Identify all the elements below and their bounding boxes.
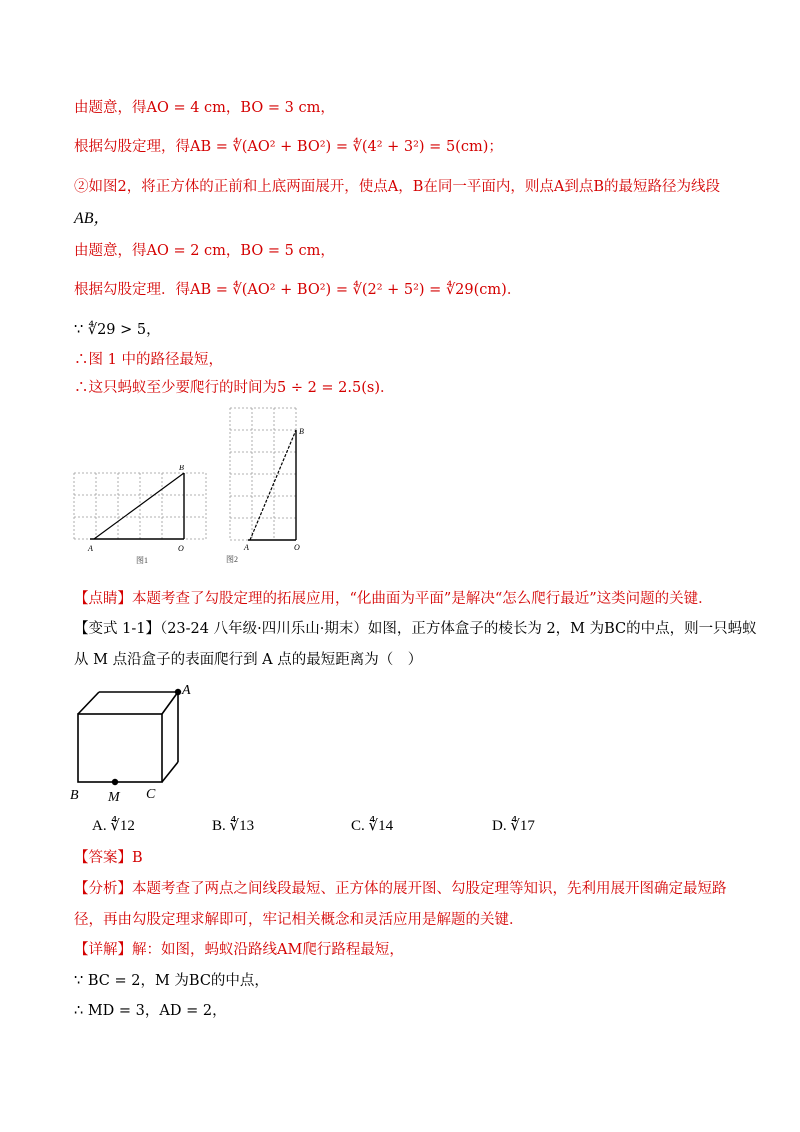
fig1-label-b: B [179,465,184,472]
choice-b[interactable]: B. ∜13 [212,818,255,834]
text-line-10: 【变式 1-1】（23-24 八年级·四川乐山·期末）如图，正方体盒子的棱长为 2，M 为BC的中点，则一只蚂蚁 [74,621,757,637]
text-line-1: 由题意，得AO = 4 cm，BO = 3 cm， [74,100,335,116]
text-line-17: ∴ MD = 3，AD = 2， [74,1003,227,1019]
fig2-path-ab [250,430,296,540]
text-line-7: ∴图 1 中的路径最短， [74,352,223,368]
fig1-label-a: A [88,544,93,553]
fig2-label-a: A [244,543,249,552]
cube-label-m: M [108,790,120,805]
cube-label-c: C [146,787,156,802]
fig1-caption: 图1 [136,556,148,565]
text-line-9: 【点睛】本题考查了勾股定理的拓展应用，“化曲面为平面”是解决“怎么爬行最近”这类问题的关键． [74,591,713,607]
fig2-label-o: O [294,543,300,552]
text-line-2: 根据勾股定理，得AB = ∜(AO² + BO²) = ∜(4² + 3²) = 5(cm)； [74,139,503,155]
fig2-label-b: B [299,427,304,436]
text-line-8: ∴这只蚂蚁至少要爬行的时间为5 ÷ 2 = 2.5(s)． [74,380,395,396]
cube-label-b: B [70,788,79,803]
text-line-16: ∵ BC = 2，M 为BC的中点， [74,973,269,989]
fig1-path-ab [94,473,184,539]
point-m [112,779,118,785]
choice-d[interactable]: D. ∜17 [492,818,535,834]
choice-a[interactable]: A. ∜12 [92,818,135,834]
text-line-12: 【答案】B [74,850,143,866]
text-line-6: ∵ ∜29 > 5， [74,322,161,338]
text-line-13: 【分析】本题考查了两点之间线段最短、正方体的展开图、勾股定理等知识，先利用展开图确定最短路 [74,881,727,897]
text-line-14: 径，再由勾股定理求解即可，牢记相关概念和灵活应用是解题的关键． [74,912,524,928]
text-line-15: 【详解】解：如图，蚂蚁沿路线AM爬行路程最短， [74,942,404,958]
figure-2 [224,404,314,568]
fig1-label-o: O [178,544,184,553]
point-a [175,689,181,695]
figure-1 [64,465,214,567]
text-line-11: 从 M 点沿盒子的表面爬行到 A 点的最短距离为（ ） [74,652,423,668]
text-line-3: ②如图2，将正方体的正前和上底两面展开，使点A，B在同一平面内，则点A到点B的最短路径为线段 [74,179,720,195]
text-line-4: 由题意，得AO = 2 cm，BO = 5 cm， [74,243,335,259]
fig2-caption: 图2 [226,555,238,564]
text-line-5: 根据勾股定理．得AB = ∜(AO² + BO²) = ∜(2² + 5²) = ∜29(cm)． [74,282,522,298]
cube-figure [62,678,212,806]
cube-label-a: A [182,683,191,698]
choice-c[interactable]: C. ∜14 [351,818,394,834]
text-line-3b: AB， [74,210,110,227]
